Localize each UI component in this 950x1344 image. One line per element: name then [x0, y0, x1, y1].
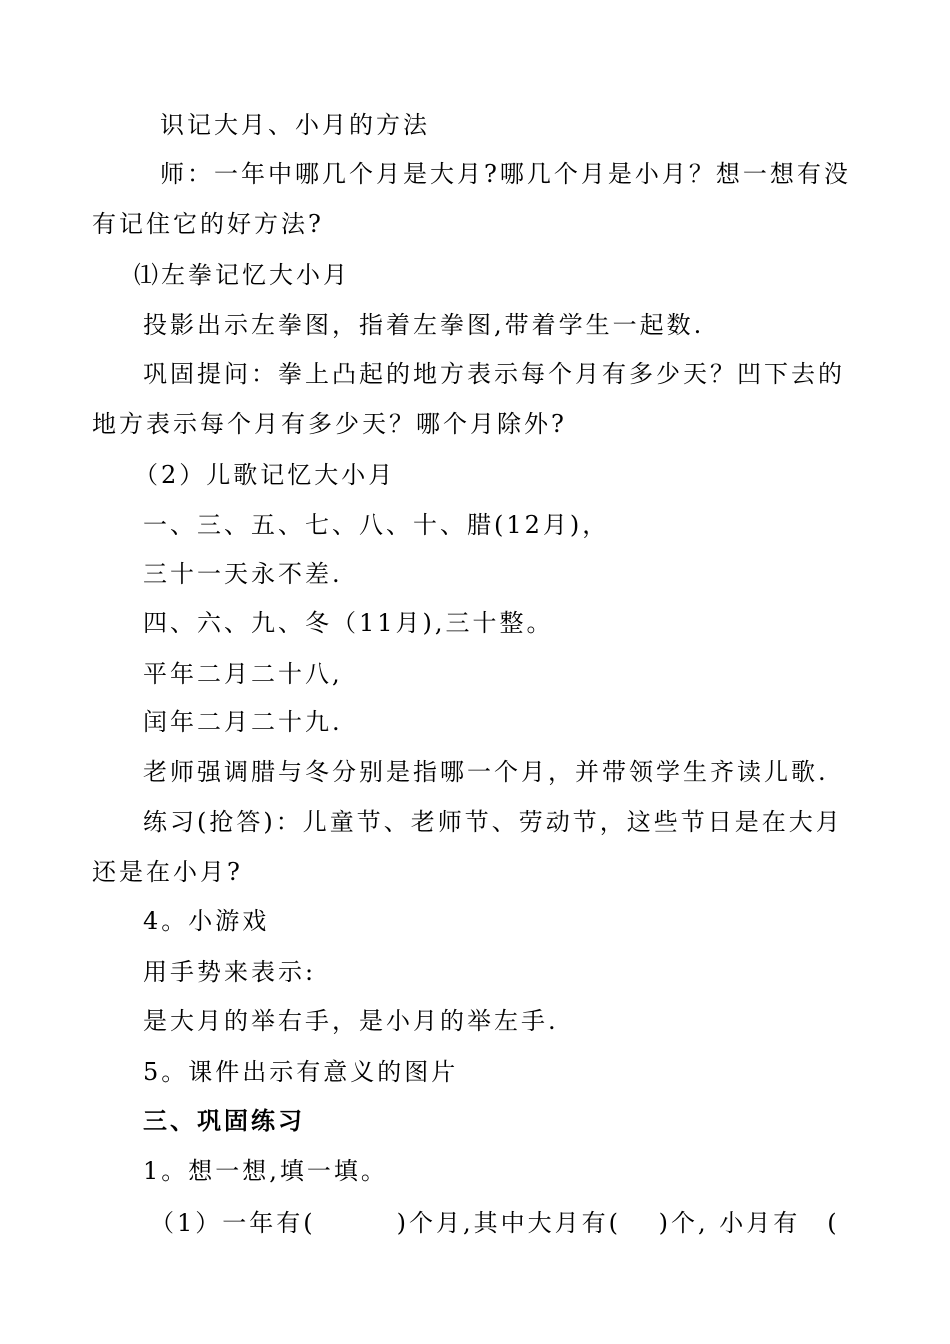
- text-line: 识记大月、小月的方法: [160, 111, 430, 139]
- text-line: 练习(抢答)：儿童节、老师节、劳动节，这些节日是在大月: [143, 808, 843, 836]
- text-line: （1）一年有( )个月,其中大月有( )个, 小月有 (: [150, 1209, 840, 1237]
- text-line: 老师强调腊与冬分别是指哪一个月，并带领学生齐读儿歌.: [143, 758, 829, 786]
- text-line: 三十一天永不差.: [143, 560, 343, 588]
- text-line: 5。课件出示有意义的图片: [143, 1058, 459, 1086]
- text-line: 闰年二月二十九.: [143, 708, 343, 736]
- text-line: 师：一年中哪几个月是大月?哪几个月是小月？想一想有没: [160, 160, 851, 188]
- text-line: ⑴左拳记忆大小月: [134, 261, 350, 289]
- text-line: 1。想一想,填一填。: [143, 1157, 388, 1185]
- text-line: 还是在小月?: [92, 858, 243, 886]
- text-line: 巩固提问：拳上凸起的地方表示每个月有多少天？凹下去的: [143, 360, 845, 388]
- text-line: 4。小游戏: [143, 907, 270, 935]
- text-line: 一、三、五、七、八、十、腊(12月)，: [143, 511, 610, 539]
- text-line: 四、六、九、冬（11月),三十整。: [143, 609, 554, 637]
- text-line: 有记住它的好方法?: [92, 210, 324, 238]
- section-heading: 三、巩固练习: [143, 1106, 305, 1135]
- text-line: 投影出示左拳图，指着左拳图,带着学生一起数.: [143, 311, 705, 339]
- text-line: 地方表示每个月有多少天？哪个月除外?: [92, 410, 567, 438]
- text-line: 平年二月二十八,: [143, 660, 343, 688]
- text-line: 用手势来表示:: [143, 958, 317, 986]
- text-line: （2）儿歌记忆大小月: [134, 461, 396, 489]
- text-line: 是大月的举右手，是小月的举左手.: [143, 1007, 559, 1035]
